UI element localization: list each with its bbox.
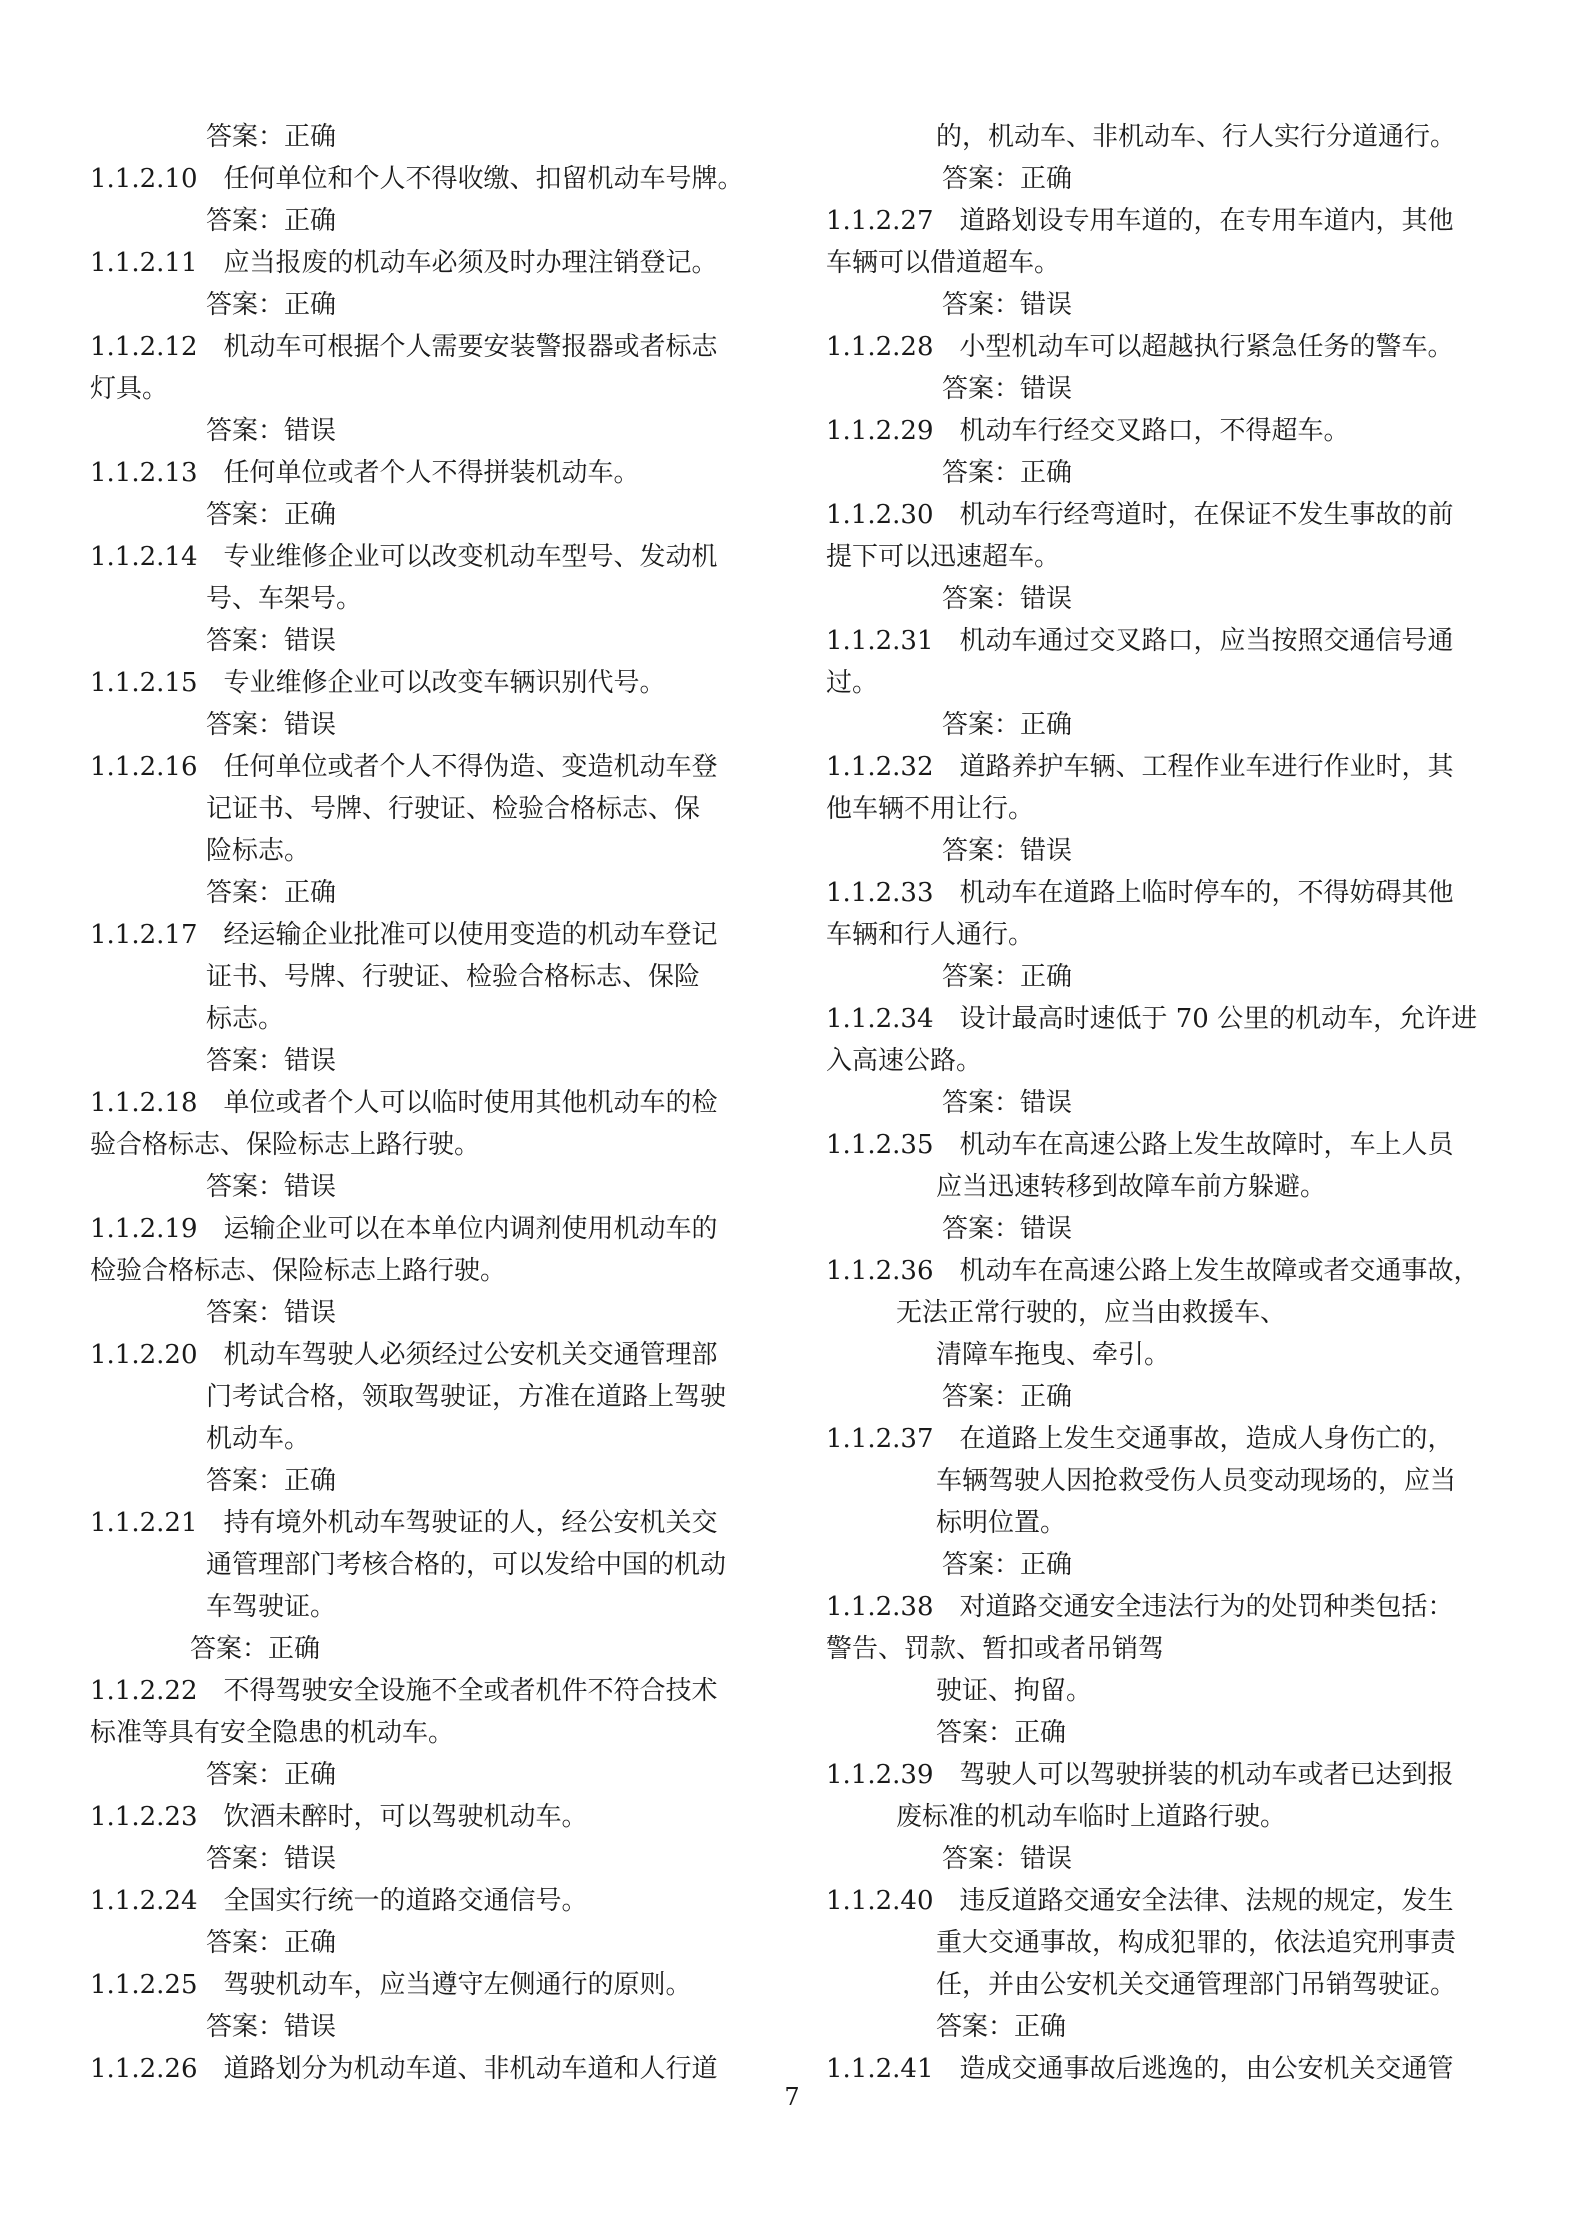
question-continuation: 任，并由公安机关交通管理部门吊销驾驶证。 — [936, 1970, 1457, 2000]
question-continuation: 机动车。 — [206, 1424, 311, 1454]
answer-line: 答案：错误 — [942, 1844, 1073, 1874]
answer-line: 答案：错误 — [942, 1088, 1073, 1118]
question-line: 1.1.2.36 机动车在高速公路上发生故障或者交通事故， — [826, 1256, 1480, 1286]
question-line: 1.1.2.38 对道路交通安全违法行为的处罚种类包括： — [826, 1592, 1454, 1622]
question-line: 1.1.2.41 造成交通事故后逃逸的，由公安机关交通管 — [826, 2054, 1454, 2084]
question-line: 1.1.2.16 任何单位或者个人不得伪造、变造机动车登 — [90, 752, 718, 782]
question-line: 1.1.2.40 违反道路交通安全法律、法规的规定，发生 — [826, 1886, 1454, 1916]
question-line: 1.1.2.25 驾驶机动车，应当遵守左侧通行的原则。 — [90, 1970, 692, 2000]
answer-line: 答案：错误 — [942, 374, 1073, 404]
question-continuation: 应当迅速转移到故障车前方躲避。 — [936, 1172, 1327, 1202]
question-continuation: 验合格标志、保险标志上路行驶。 — [90, 1130, 481, 1160]
question-line: 1.1.2.24 全国实行统一的道路交通信号。 — [90, 1886, 588, 1916]
answer-line: 答案：正确 — [942, 1382, 1073, 1412]
answer-line: 答案：正确 — [936, 2012, 1067, 2042]
question-continuation: 清障车拖曳、牵引。 — [936, 1340, 1171, 1370]
question-continuation: 标明位置。 — [936, 1508, 1067, 1538]
question-line: 1.1.2.15 专业维修企业可以改变车辆识别代号。 — [90, 668, 666, 698]
answer-line: 答案：正确 — [942, 710, 1073, 740]
question-line: 1.1.2.29 机动车行经交叉路口，不得超车。 — [826, 416, 1350, 446]
question-line: 1.1.2.27 道路划设专用车道的，在专用车道内，其他 — [826, 206, 1454, 236]
question-continuation: 驶证、拘留。 — [936, 1676, 1093, 1706]
question-continuation: 门考试合格，领取驾驶证，方准在道路上驾驶 — [206, 1382, 727, 1412]
question-continuation: 无法正常行驶的，应当由救援车、 — [896, 1298, 1287, 1328]
answer-line: 答案：正确 — [206, 206, 337, 236]
answer-line: 答案：正确 — [206, 290, 337, 320]
question-continuation: 车辆和行人通行。 — [826, 920, 1035, 950]
answer-line: 答案：正确 — [206, 500, 337, 530]
question-line: 1.1.2.21 持有境外机动车驾驶证的人，经公安机关交 — [90, 1508, 718, 1538]
question-line: 1.1.2.20 机动车驾驶人必须经过公安机关交通管理部 — [90, 1340, 718, 1370]
answer-line: 答案：正确 — [936, 1718, 1067, 1748]
question-continuation: 过。 — [826, 668, 879, 698]
question-line: 1.1.2.10 任何单位和个人不得收缴、扣留机动车号牌。 — [90, 164, 744, 194]
question-line: 1.1.2.32 道路养护车辆、工程作业车进行作业时，其 — [826, 752, 1454, 782]
question-line: 1.1.2.30 机动车行经弯道时，在保证不发生事故的前 — [826, 500, 1454, 530]
question-line: 1.1.2.13 任何单位或者个人不得拼装机动车。 — [90, 458, 640, 488]
answer-line: 答案：正确 — [206, 1928, 337, 1958]
question-continuation: 的，机动车、非机动车、行人实行分道通行。 — [936, 122, 1457, 152]
question-line: 1.1.2.19 运输企业可以在本单位内调剂使用机动车的 — [90, 1214, 718, 1244]
question-line: 1.1.2.37 在道路上发生交通事故，造成人身伤亡的， — [826, 1424, 1454, 1454]
answer-line: 答案：错误 — [206, 416, 337, 446]
question-line: 1.1.2.23 饮酒未醉时，可以驾驶机动车。 — [90, 1802, 588, 1832]
question-continuation: 记证书、号牌、行驶证、检验合格标志、保 — [206, 794, 701, 824]
question-continuation: 他车辆不用让行。 — [826, 794, 1035, 824]
question-continuation: 废标准的机动车临时上道路行驶。 — [896, 1802, 1287, 1832]
question-continuation: 车辆可以借道超车。 — [826, 248, 1061, 278]
question-line: 1.1.2.34 设计最高时速低于 70 公里的机动车，允许进 — [826, 1004, 1478, 1034]
question-continuation: 标准等具有安全隐患的机动车。 — [90, 1718, 455, 1748]
question-line: 1.1.2.17 经运输企业批准可以使用变造的机动车登记 — [90, 920, 718, 950]
answer-line: 答案：错误 — [942, 290, 1073, 320]
question-line: 1.1.2.28 小型机动车可以超越执行紧急任务的警车。 — [826, 332, 1454, 362]
answer-line: 答案：错误 — [206, 710, 337, 740]
answer-line: 答案：错误 — [206, 2012, 337, 2042]
answer-line: 答案：正确 — [206, 1760, 337, 1790]
question-line: 1.1.2.35 机动车在高速公路上发生故障时，车上人员 — [826, 1130, 1454, 1160]
question-continuation: 号、车架号。 — [206, 584, 363, 614]
question-line: 1.1.2.12 机动车可根据个人需要安装警报器或者标志 — [90, 332, 718, 362]
answer-line: 答案：错误 — [206, 1046, 337, 1076]
question-continuation: 标志。 — [206, 1004, 285, 1034]
answer-line: 答案：错误 — [206, 1172, 337, 1202]
answer-line: 答案：错误 — [206, 1844, 337, 1874]
answer-line: 答案：正确 — [206, 122, 337, 152]
question-line: 1.1.2.39 驾驶人可以驾驶拼装的机动车或者已达到报 — [826, 1760, 1454, 1790]
question-continuation: 灯具。 — [90, 374, 169, 404]
answer-line: 答案：错误 — [206, 626, 337, 656]
answer-line: 答案：正确 — [942, 458, 1073, 488]
question-continuation: 通管理部门考核合格的，可以发给中国的机动 — [206, 1550, 727, 1580]
question-line: 1.1.2.11 应当报废的机动车必须及时办理注销登记。 — [90, 248, 718, 278]
page-number: 7 — [784, 2083, 800, 2111]
question-continuation: 车辆驾驶人因抢救受伤人员变动现场的，应当 — [936, 1466, 1457, 1496]
answer-line: 答案：正确 — [190, 1634, 321, 1664]
question-continuation: 提下可以迅速超车。 — [826, 542, 1061, 572]
question-continuation: 险标志。 — [206, 836, 311, 866]
question-continuation: 检验合格标志、保险标志上路行驶。 — [90, 1256, 507, 1286]
question-line: 1.1.2.14 专业维修企业可以改变机动车型号、发动机 — [90, 542, 718, 572]
question-line: 1.1.2.18 单位或者个人可以临时使用其他机动车的检 — [90, 1088, 718, 1118]
question-continuation: 入高速公路。 — [826, 1046, 983, 1076]
question-continuation: 警告、罚款、暂扣或者吊销驾 — [826, 1634, 1165, 1664]
question-continuation: 证书、号牌、行驶证、检验合格标志、保险 — [206, 962, 701, 992]
question-line: 1.1.2.33 机动车在道路上临时停车的，不得妨碍其他 — [826, 878, 1454, 908]
answer-line: 答案：错误 — [206, 1298, 337, 1328]
answer-line: 答案：错误 — [942, 584, 1073, 614]
question-continuation: 重大交通事故，构成犯罪的，依法追究刑事责 — [936, 1928, 1457, 1958]
answer-line: 答案：正确 — [206, 878, 337, 908]
question-line: 1.1.2.31 机动车通过交叉路口，应当按照交通信号通 — [826, 626, 1454, 656]
answer-line: 答案：正确 — [942, 164, 1073, 194]
answer-line: 答案：错误 — [942, 836, 1073, 866]
question-line: 1.1.2.22 不得驾驶安全设施不全或者机件不符合技术 — [90, 1676, 718, 1706]
answer-line: 答案：正确 — [942, 962, 1073, 992]
question-continuation: 车驾驶证。 — [206, 1592, 337, 1622]
answer-line: 答案：正确 — [942, 1550, 1073, 1580]
answer-line: 答案：错误 — [942, 1214, 1073, 1244]
answer-line: 答案：正确 — [206, 1466, 337, 1496]
question-line: 1.1.2.26 道路划分为机动车道、非机动车道和人行道 — [90, 2054, 718, 2084]
